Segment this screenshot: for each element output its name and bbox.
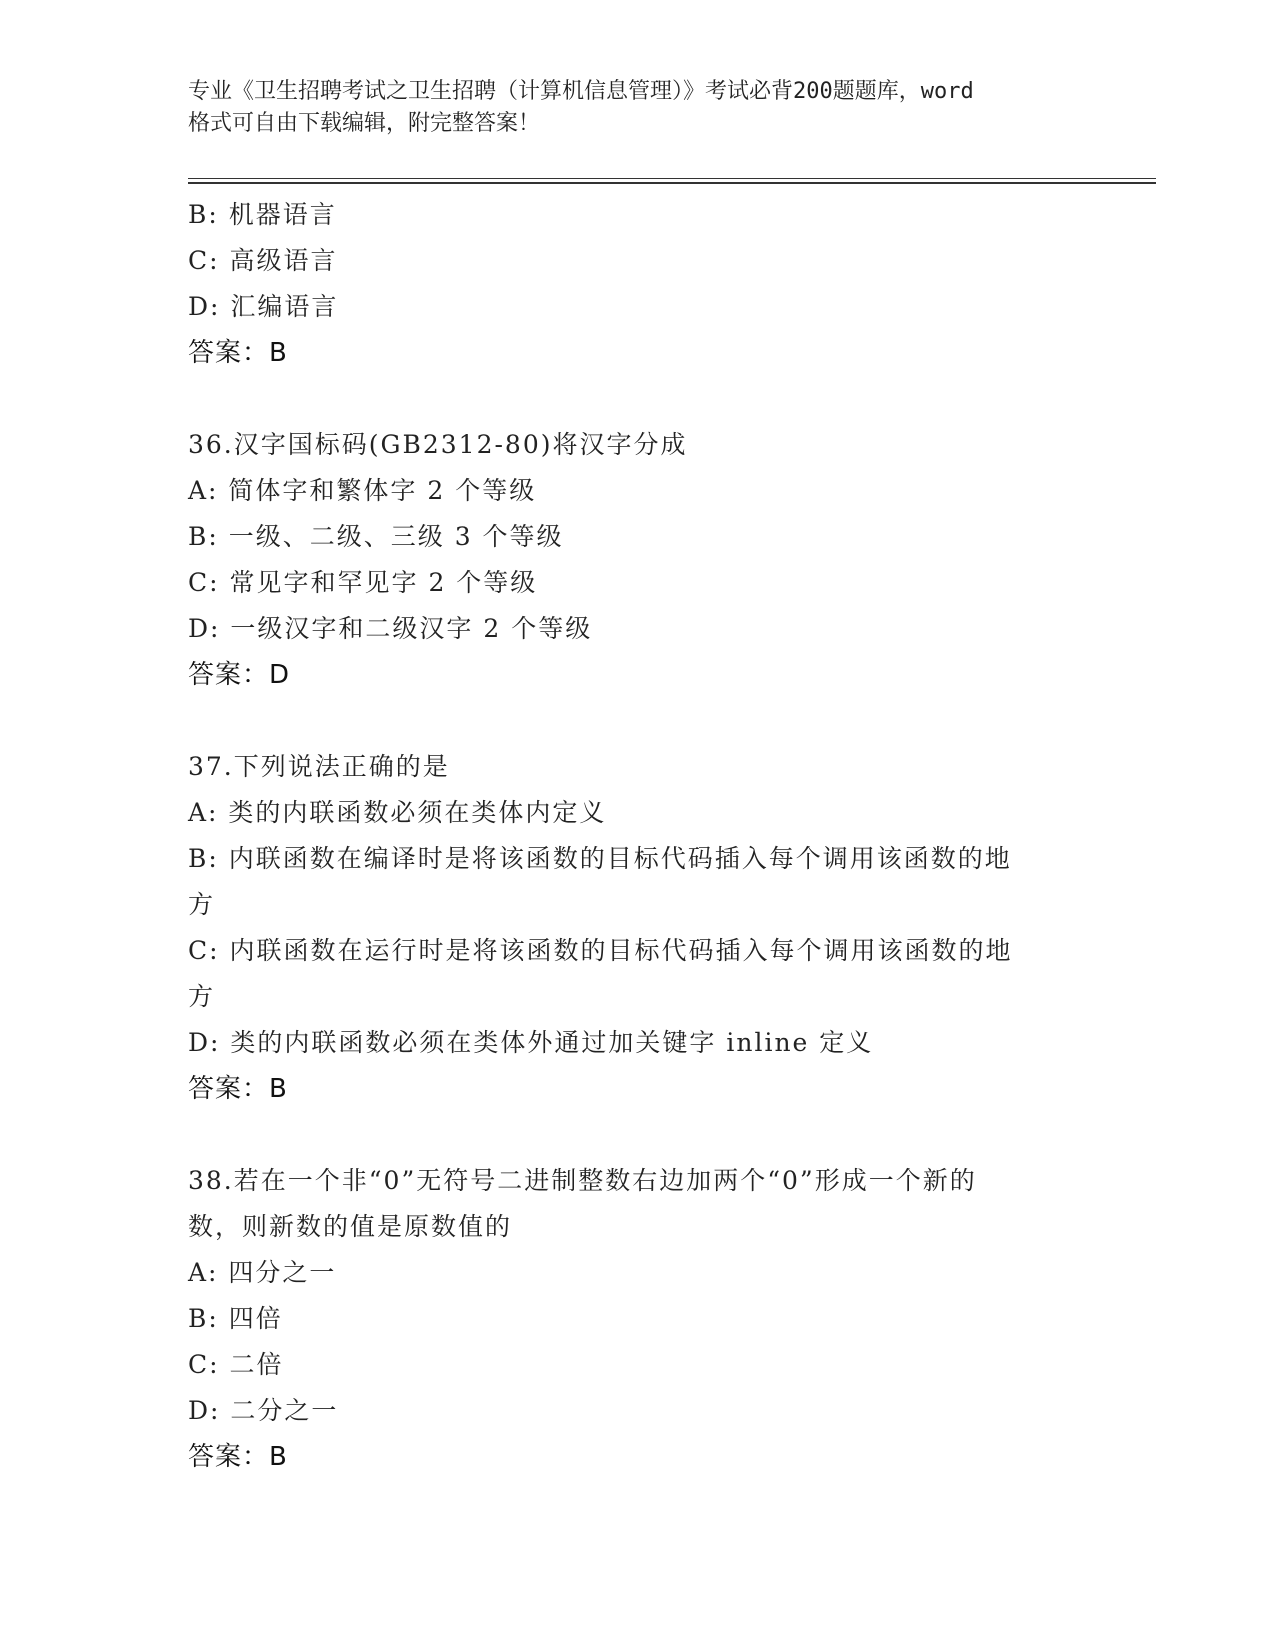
question-stem: 36.汉字国标码(GB2312-80)将汉字分成 xyxy=(188,430,688,459)
answer-line: 答案：B xyxy=(188,338,288,368)
option-c: C: 内联函数在运行时是将该函数的目标代码插入每个调用该函数的地 xyxy=(188,936,1013,965)
option-d: D: 类的内联函数必须在类体外通过加关键字 inline 定义 xyxy=(188,1028,874,1057)
option-d: D: 一级汉字和二级汉字 2 个等级 xyxy=(188,614,593,643)
question-stem-wrap: 数，则新数的值是原数值的 xyxy=(188,1212,513,1241)
option-c: C: 高级语言 xyxy=(188,246,338,275)
header-line-2: 格式可自由下载编辑，附完整答案！ xyxy=(188,111,541,136)
option-a: A: 四分之一 xyxy=(188,1258,337,1287)
question-36 xyxy=(188,422,1088,698)
option-c-wrap: 方 xyxy=(188,982,216,1011)
option-c: C: 常见字和罕见字 2 个等级 xyxy=(188,568,538,597)
answer-line: 答案：B xyxy=(188,1074,288,1104)
spacer xyxy=(188,1112,1088,1158)
header-divider-thin xyxy=(188,178,1156,179)
question-35-continued xyxy=(188,192,1088,376)
document-header xyxy=(188,76,1088,140)
option-b: B: 一级、二级、三级 3 个等级 xyxy=(188,522,564,551)
option-a: A: 类的内联函数必须在类体内定义 xyxy=(188,798,607,827)
question-37 xyxy=(188,744,1088,1112)
answer-line: 答案：D xyxy=(188,660,291,690)
option-d: D: 二分之一 xyxy=(188,1396,339,1425)
question-stem: 38.若在一个非“0”无符号二进制整数右边加两个“0”形成一个新的 xyxy=(188,1166,977,1195)
option-b: B: 内联函数在编译时是将该函数的目标代码插入每个调用该函数的地 xyxy=(188,844,1012,873)
option-b: B: 机器语言 xyxy=(188,200,337,229)
question-stem: 37.下列说法正确的是 xyxy=(188,752,450,781)
option-c: C: 二倍 xyxy=(188,1350,284,1379)
answer-line: 答案：B xyxy=(188,1442,288,1472)
option-a: A: 简体字和繁体字 2 个等级 xyxy=(188,476,537,505)
header-divider-thick xyxy=(188,182,1156,184)
question-list xyxy=(188,192,1088,1480)
option-b: B: 四倍 xyxy=(188,1304,283,1333)
header-line-1: 专业《卫生招聘考试之卫生招聘（计算机信息管理）》考试必背200题题库，word xyxy=(188,79,974,104)
option-b-wrap: 方 xyxy=(188,890,216,919)
option-d: D: 汇编语言 xyxy=(188,292,339,321)
spacer xyxy=(188,698,1088,744)
spacer xyxy=(188,376,1088,422)
question-38 xyxy=(188,1158,1088,1480)
